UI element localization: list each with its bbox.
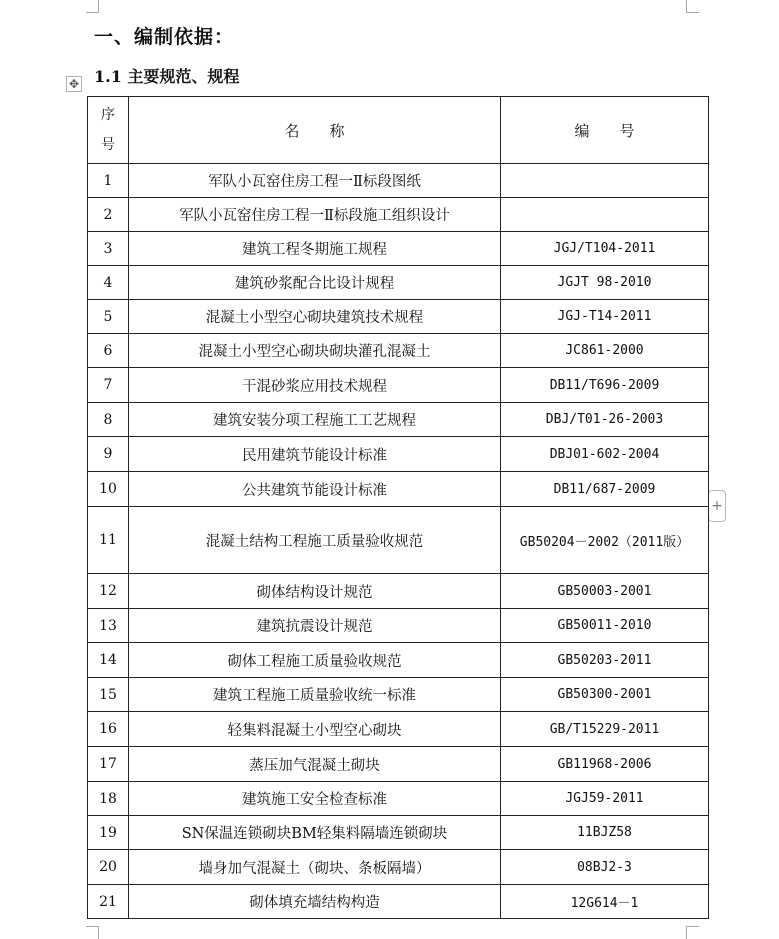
table-row — [88, 437, 709, 472]
row-name: 蒸压加气混凝土砌块 — [129, 747, 501, 782]
row-code: JGJ/T104-2011 — [501, 232, 709, 266]
row-number: 6 — [88, 334, 129, 368]
header-number — [88, 97, 129, 164]
table-row — [88, 232, 709, 266]
table-row — [88, 782, 709, 816]
row-code — [501, 198, 709, 232]
row-name: 混凝土小型空心砌块砌块灌孔混凝土 — [129, 334, 501, 368]
row-number: 17 — [88, 747, 129, 782]
header-number-line1: 序 — [101, 107, 115, 123]
table-row — [88, 403, 709, 437]
page-margin-marker-bottom-left — [86, 926, 99, 939]
subsection-heading: 1.1 主要规范、规程 — [94, 67, 240, 86]
row-name: 建筑砂浆配合比设计规程 — [129, 266, 501, 300]
row-name: 建筑工程冬期施工规程 — [129, 232, 501, 266]
table-row — [88, 885, 709, 919]
row-number: 15 — [88, 678, 129, 712]
page-margin-marker-bottom-right — [686, 926, 699, 939]
row-number: 4 — [88, 266, 129, 300]
row-number: 12 — [88, 574, 129, 609]
row-name: 军队小瓦窑住房工程一Ⅱ标段施工组织设计 — [129, 198, 501, 232]
row-number: 7 — [88, 368, 129, 403]
table-row — [88, 300, 709, 334]
row-name: 军队小瓦窑住房工程一Ⅱ标段图纸 — [129, 164, 501, 198]
row-code: GB/T15229-2011 — [501, 712, 709, 747]
row-number: 18 — [88, 782, 129, 816]
row-name: 混凝土结构工程施工质量验收规范 — [129, 507, 501, 574]
row-number: 16 — [88, 712, 129, 747]
move-cross-icon: ✥ — [68, 77, 80, 91]
row-name: 砌体结构设计规范 — [129, 574, 501, 609]
table-row — [88, 507, 709, 574]
header-name: 名 称 — [129, 97, 501, 164]
row-code: 08BJ2-3 — [501, 850, 709, 885]
table-row — [88, 368, 709, 403]
row-code: 12G614－1 — [501, 885, 709, 919]
standards-table — [87, 96, 709, 919]
row-code: DBJ01-602-2004 — [501, 437, 709, 472]
table-body — [88, 164, 709, 919]
row-number: 19 — [88, 816, 129, 850]
row-number: 1 — [88, 164, 129, 198]
table-move-handle[interactable] — [66, 76, 82, 92]
header-code: 编 号 — [501, 97, 709, 164]
row-name: 公共建筑节能设计标准 — [129, 472, 501, 507]
row-code: JC861-2000 — [501, 334, 709, 368]
row-code: JGJ-T14-2011 — [501, 300, 709, 334]
row-number: 11 — [88, 507, 129, 574]
row-name: 干混砂浆应用技术规程 — [129, 368, 501, 403]
table-row — [88, 850, 709, 885]
table-row — [88, 574, 709, 609]
table-row — [88, 678, 709, 712]
row-code: DB11/687-2009 — [501, 472, 709, 507]
row-name: 砌体工程施工质量验收规范 — [129, 643, 501, 678]
row-number: 2 — [88, 198, 129, 232]
row-code: GB50003-2001 — [501, 574, 709, 609]
row-code: GB50300-2001 — [501, 678, 709, 712]
table-row — [88, 643, 709, 678]
row-name: 建筑安装分项工程施工工艺规程 — [129, 403, 501, 437]
row-name: SN保温连锁砌块BM轻集料隔墙连锁砌块 — [129, 816, 501, 850]
page-margin-marker-top-right — [686, 0, 699, 13]
row-number: 9 — [88, 437, 129, 472]
page-margin-marker-top-left — [86, 0, 99, 13]
row-number: 3 — [88, 232, 129, 266]
row-code: DB11/T696-2009 — [501, 368, 709, 403]
table-row — [88, 164, 709, 198]
row-code: GB50203-2011 — [501, 643, 709, 678]
table-row — [88, 609, 709, 643]
row-number: 20 — [88, 850, 129, 885]
row-code: GB11968-2006 — [501, 747, 709, 782]
row-name: 建筑施工安全检查标准 — [129, 782, 501, 816]
row-name: 砌体填充墙结构构造 — [129, 885, 501, 919]
row-code: GB50011-2010 — [501, 609, 709, 643]
row-code: JGJT 98-2010 — [501, 266, 709, 300]
table-row — [88, 816, 709, 850]
row-code — [501, 164, 709, 198]
table-header-row — [88, 97, 709, 164]
row-code: DBJ/T01-26-2003 — [501, 403, 709, 437]
row-number: 14 — [88, 643, 129, 678]
plus-icon: + — [711, 498, 723, 514]
add-column-button[interactable] — [708, 490, 726, 522]
row-name: 民用建筑节能设计标准 — [129, 437, 501, 472]
table-row — [88, 712, 709, 747]
section-heading: 一、编制依据： — [94, 26, 235, 48]
row-number: 21 — [88, 885, 129, 919]
row-name: 建筑工程施工质量验收统一标准 — [129, 678, 501, 712]
row-code: 11BJZ58 — [501, 816, 709, 850]
row-code: GB50204－2002（2011版） — [501, 507, 709, 574]
row-number: 13 — [88, 609, 129, 643]
header-number-line2: 号 — [101, 137, 115, 153]
table-row — [88, 198, 709, 232]
table-row — [88, 472, 709, 507]
row-name: 建筑抗震设计规范 — [129, 609, 501, 643]
row-code: JGJ59-2011 — [501, 782, 709, 816]
row-name: 轻集料混凝土小型空心砌块 — [129, 712, 501, 747]
row-number: 10 — [88, 472, 129, 507]
table-row — [88, 334, 709, 368]
table-row — [88, 266, 709, 300]
row-number: 8 — [88, 403, 129, 437]
row-name: 混凝土小型空心砌块建筑技术规程 — [129, 300, 501, 334]
table-row — [88, 747, 709, 782]
row-number: 5 — [88, 300, 129, 334]
row-name: 墙身加气混凝土（砌块、条板隔墙） — [129, 850, 501, 885]
